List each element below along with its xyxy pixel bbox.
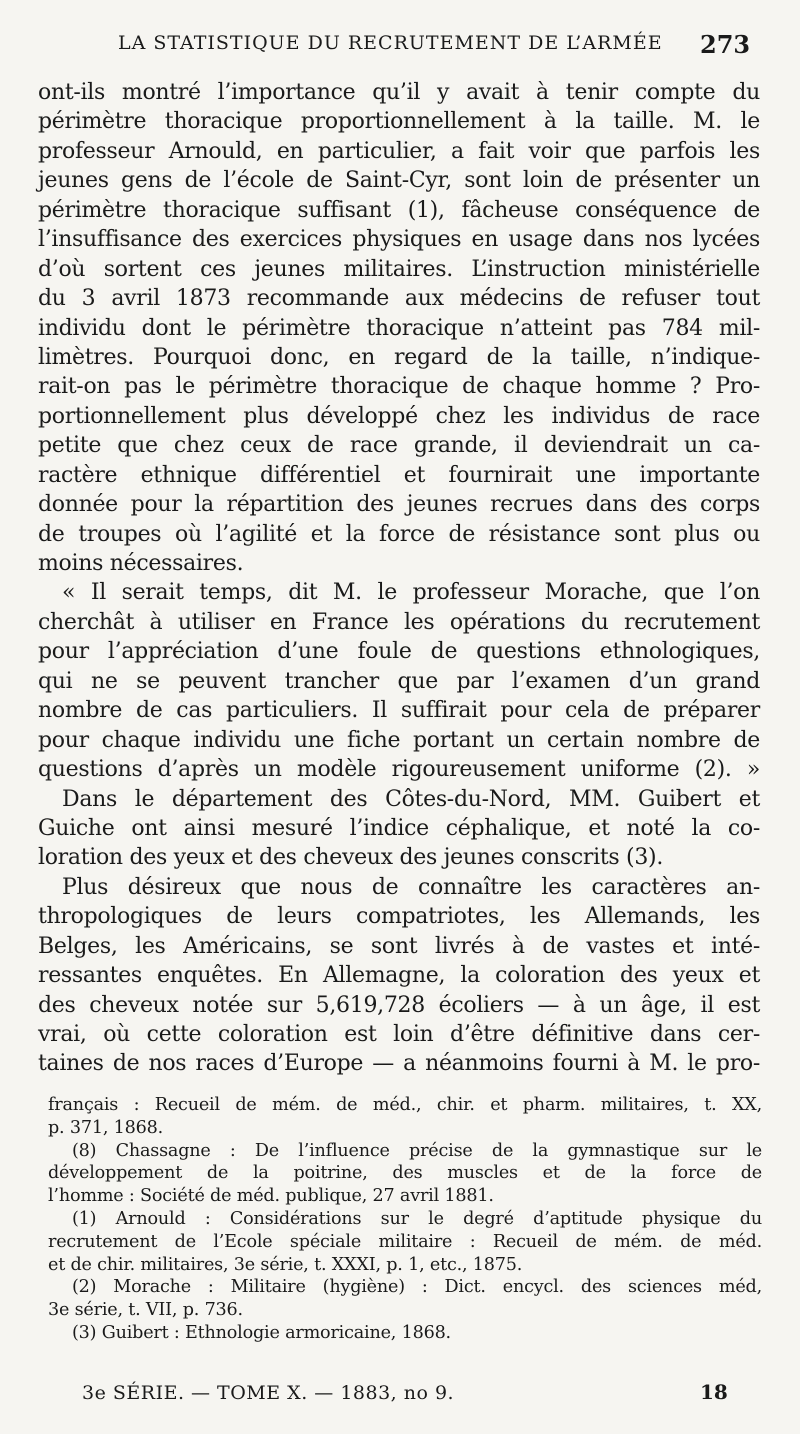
text-line: Dans le département des Côtes-du-Nord, MM. Guibert et: [62, 786, 760, 812]
text-line: jeunes gens de l’école de Saint-Cyr, sont loin de présenter un: [38, 168, 760, 194]
text-line: donnée pour la répartition des jeunes recrues dans des corps: [38, 492, 760, 518]
footnote-line: (3) Guibert : Ethnologie armoricaine, 1868.: [72, 1322, 451, 1343]
text-line: l’insuffisance des exercices physiques en usage dans nos lycées: [38, 227, 760, 253]
text-line: d’où sortent ces jeunes militaires. L’instruction ministérielle: [38, 256, 760, 282]
text-line: limètres. Pourquoi donc, en regard de la taille, n’indique-: [38, 344, 760, 370]
footnote-line: l’homme : Société de méd. publique, 27 avril 1881.: [48, 1186, 494, 1207]
text-line: portionnellement plus développé chez les individus de race: [38, 403, 760, 429]
sheet-number: 18: [700, 1380, 728, 1404]
text-line: taines de nos races d’Europe — a néanmoins fourni à M. le pro-: [38, 1051, 760, 1077]
text-line: du 3 avril 1873 recommande aux médecins de refuser tout: [38, 286, 760, 312]
text-line: Belges, les Américains, se sont livrés à de vastes et inté-: [38, 933, 760, 959]
text-line: qui ne se peuvent trancher que par l’examen d’un grand: [38, 668, 760, 694]
footnote-line: recrutement de l’Ecole spéciale militaire : Recueil de mém. de méd.: [48, 1231, 762, 1252]
footnote-line: développement de la poitrine, des muscles et de la force de: [48, 1163, 762, 1184]
text-line: rait-on pas le périmètre thoracique de chaque homme ? Pro-: [38, 374, 760, 400]
text-line: nombre de cas particuliers. Il suffirait pour cela de préparer: [38, 698, 760, 724]
text-line: Guiche ont ainsi mesuré l’indice céphalique, et noté la co-: [38, 815, 760, 841]
text-line: « Il serait temps, dit M. le professeur Morache, que l’on: [62, 580, 760, 606]
text-line: de troupes où l’agilité et la force de résistance sont plus ou: [38, 521, 760, 547]
running-title: LA STATISTIQUE DU RECRUTEMENT DE L’ARMÉE: [118, 32, 663, 54]
text-line: périmètre thoracique suffisant (1), fâcheuse conséquence de: [38, 197, 760, 223]
footnotes: [48, 1094, 762, 1345]
text-line: cherchât à utiliser en France les opérations du recrutement: [38, 609, 760, 635]
footnote-line: p. 371, 1868.: [48, 1117, 163, 1138]
footnote-line: (8) Chassagne : De l’influence précise de la gymnastique sur le: [72, 1140, 762, 1161]
text-line: ractère ethnique différentiel et fournirait une importante: [38, 462, 760, 488]
text-line: périmètre thoracique proportionnellement à la taille. M. le: [38, 109, 760, 135]
text-line: questions d’après un modèle rigoureusement uniforme (2). »: [38, 757, 760, 783]
footnote-line: et de chir. militaires, 3e série, t. XXXI, p. 1, etc., 1875.: [48, 1254, 523, 1275]
text-line: individu dont le périmètre thoracique n’atteint pas 784 mil-: [38, 315, 760, 341]
body-text: [38, 78, 760, 1079]
footnote-line: (1) Arnould : Considérations sur le degré d’aptitude physique du: [72, 1208, 762, 1229]
text-line: ressantes enquêtes. En Allemagne, la coloration des yeux et: [38, 963, 760, 989]
printer-signature: 3e SÉRIE. — TOME X. — 1883, no 9.: [82, 1382, 455, 1404]
text-line: professeur Arnould, en particulier, a fait voir que parfois les: [38, 138, 760, 164]
page-number: 273: [700, 30, 751, 59]
footnote-line: (2) Morache : Militaire (hygiène) : Dict. encycl. des sciences méd,: [72, 1277, 762, 1298]
footnote-line: français : Recueil de mém. de méd., chir. et pharm. militaires, t. XX,: [48, 1095, 762, 1115]
text-line: thropologiques de leurs compatriotes, les Allemands, les: [38, 904, 760, 930]
text-line: petite que chez ceux de race grande, il deviendrait un ca-: [38, 433, 760, 459]
text-line: vrai, où cette coloration est loin d’être définitive dans cer-: [38, 1022, 760, 1047]
text-line: loration des yeux et des cheveux des jeunes conscrits (3).: [38, 845, 664, 871]
text-line: Plus désireux que nous de connaître les caractères an-: [62, 874, 760, 900]
text-line: des cheveux notée sur 5,619,728 écoliers — à un âge, il est: [38, 992, 760, 1018]
text-line: pour l’appréciation d’une foule de questions ethnologiques,: [38, 639, 760, 665]
text-line: moins nécessaires.: [38, 551, 244, 576]
text-line: pour chaque individu une fiche portant un certain nombre de: [38, 727, 760, 753]
text-line: ont-ils montré l’importance qu’il y avait à tenir compte du: [38, 80, 760, 105]
footnote-line: 3e série, t. VII, p. 736.: [48, 1300, 243, 1321]
